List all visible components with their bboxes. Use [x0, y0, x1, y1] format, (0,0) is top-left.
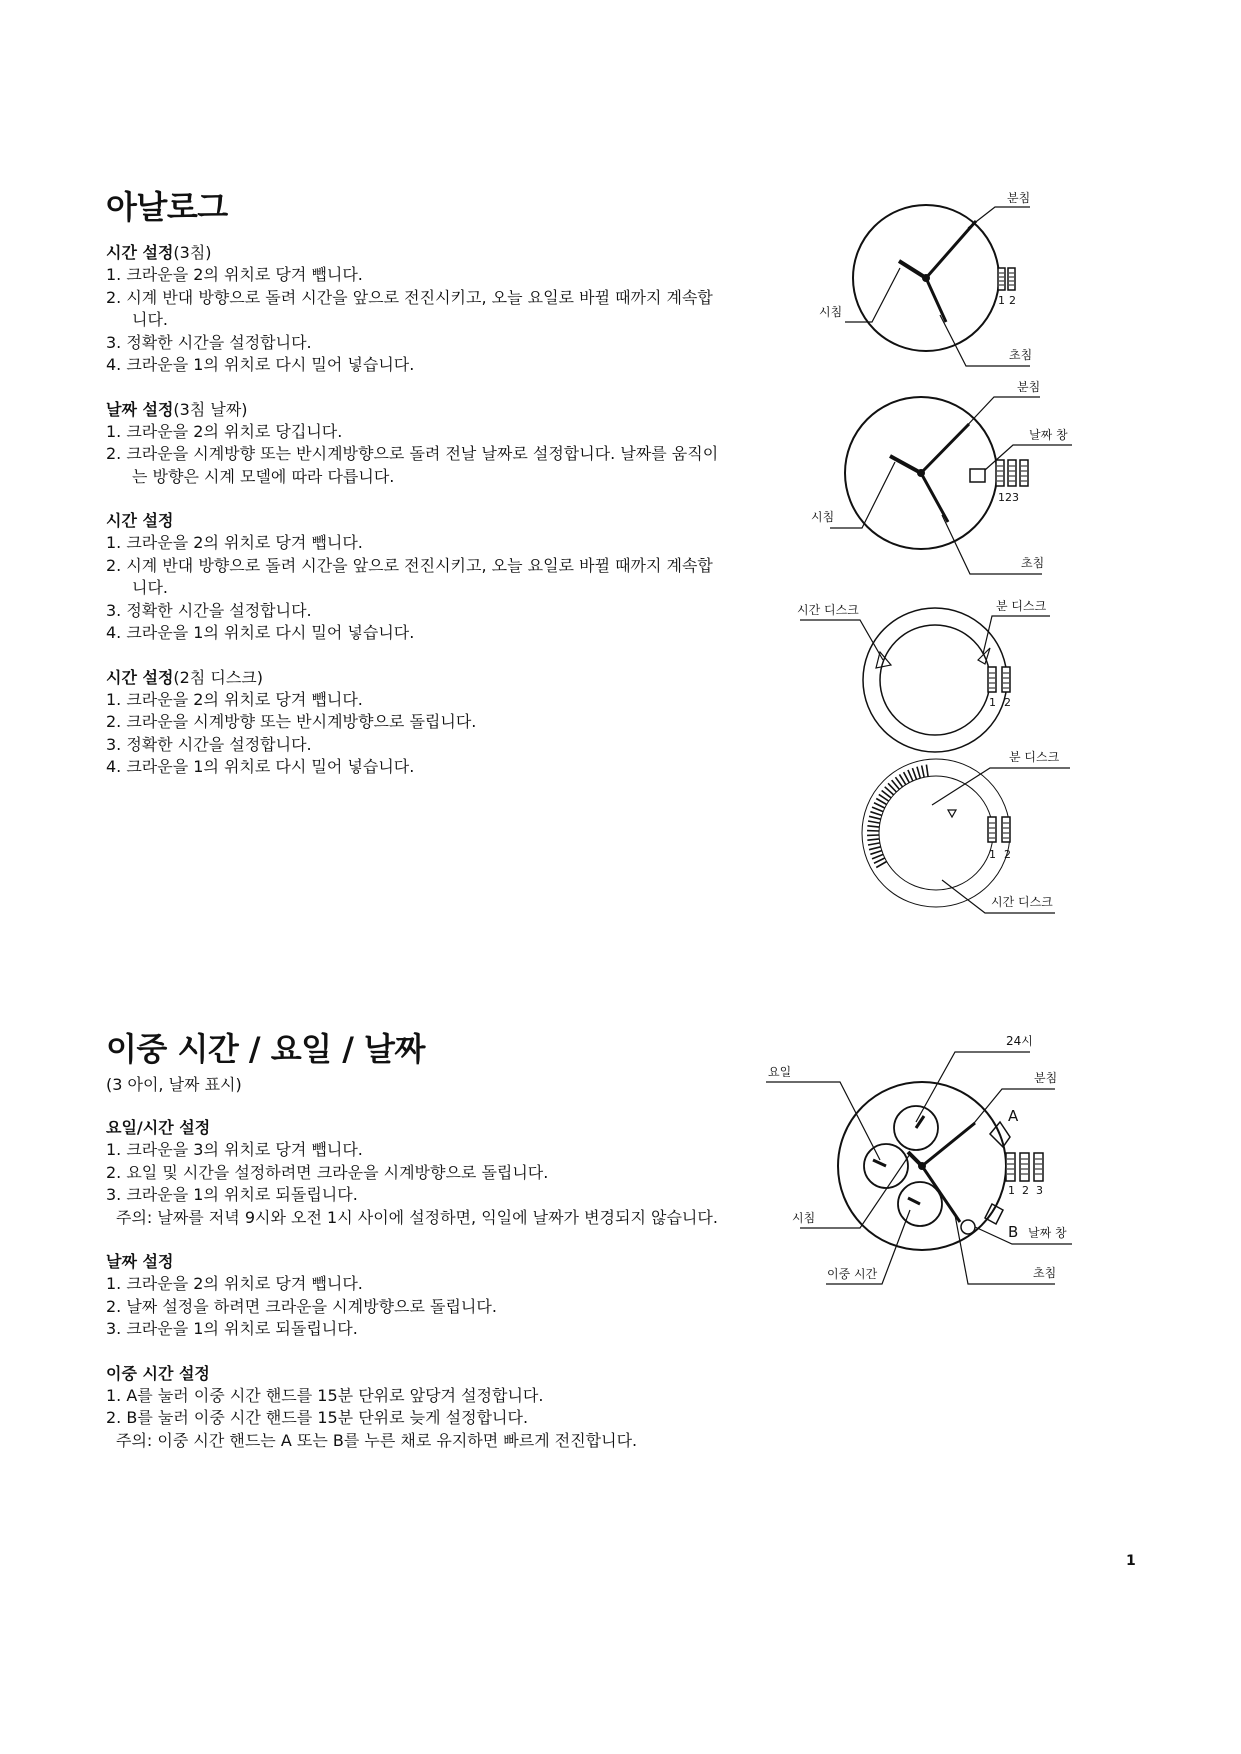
- step-item: 4. 크라운을 1의 위치로 다시 밀어 넣습니다.: [106, 757, 415, 776]
- block-title: 시간 설정: [106, 511, 174, 530]
- disc-tick: [926, 765, 928, 777]
- step-item: 4. 크라운을 1의 위치로 다시 밀어 넣습니다.: [106, 623, 415, 642]
- hour-hand: [899, 261, 926, 278]
- diagram-dual-time: [766, 1034, 1072, 1284]
- label-date-window: 날짜 창: [1028, 1226, 1067, 1240]
- step-item: 1. 크라운을 2의 위치로 당겨 뺍니다.: [106, 533, 363, 552]
- disc-tick: [870, 851, 881, 855]
- label-minute-hand: 분침: [1017, 380, 1041, 394]
- step-item: 3. 크라운을 1의 위치로 되돌립니다.: [106, 1319, 358, 1338]
- label-hour-hand: 시침: [819, 305, 843, 319]
- step-item: 3. 정확한 시간을 설정합니다.: [106, 600, 312, 620]
- section-title: 아날로그: [106, 188, 228, 226]
- crown-pos-2: 2: [1004, 696, 1011, 709]
- crown-pos-1: 1: [1008, 1184, 1015, 1197]
- crown-pos-1: 1: [998, 294, 1005, 307]
- disc-tick: [872, 807, 883, 811]
- button-b: [985, 1204, 1003, 1224]
- step-item: 2. 요일 및 시간을 설정하려면 크라운을 시계방향으로 돌립니다.: [106, 1162, 549, 1182]
- inner-disc: [879, 776, 993, 890]
- block-title: 시간 설정(2침 디스크): [106, 667, 263, 687]
- crown-icon: [996, 460, 1028, 486]
- minute-hand: [926, 221, 976, 278]
- crown-pos-2: 2: [1004, 848, 1011, 861]
- minute-hand: [921, 424, 969, 473]
- crown-pos-1: 1: [989, 696, 996, 709]
- step-item: 1. A를 눌러 이중 시간 핸드를 15분 단위로 앞당겨 설정합니다.: [106, 1385, 544, 1405]
- label-dual-time: 이중 시간: [827, 1267, 878, 1281]
- disc-tick-marks: [867, 765, 928, 868]
- step-item: 2. 크라운을 시계방향 또는 반시계방향으로 돌립니다.: [106, 712, 477, 731]
- step-item: 2. 크라운을 시계방향 또는 반시계방향으로 돌려 전날 날짜로 설정합니다. 날짜를 움직이는 방향은 시계 모델에 따라 다릅니다.: [106, 444, 719, 486]
- label-hour-disc: 시간 디스크: [991, 895, 1053, 909]
- disc-tick: [869, 847, 881, 850]
- disc-tick: [876, 862, 886, 868]
- block-title: 시간 설정(3침): [106, 243, 212, 262]
- step-item: 2. B를 눌러 이중 시간 핸드를 15분 단위로 늦게 설정합니다.: [106, 1408, 529, 1427]
- disc-tick: [872, 854, 883, 858]
- crown-pos-3: 3: [1036, 1184, 1043, 1197]
- inner-disc: [880, 625, 990, 735]
- label-hour-hand: 시침: [811, 510, 835, 524]
- hand-pivot: [922, 274, 930, 282]
- label-hour-hand: 시침: [792, 1211, 816, 1225]
- diagram-disc-ticks: [862, 749, 1070, 913]
- label-second-hand: 초침: [1033, 1266, 1057, 1280]
- disc-tick: [868, 843, 880, 845]
- label-minute-disc: 분 디스크: [996, 599, 1047, 613]
- step-item: 1. 크라운을 2의 위치로 당깁니다.: [106, 421, 343, 441]
- disc-tick: [922, 766, 924, 778]
- crown-pos-2: 2: [1022, 1184, 1029, 1197]
- note: 주의: 이중 시간 핸드는 A 또는 B를 누른 채로 유지하면 빠르게 전진합니다.: [116, 1430, 638, 1450]
- label-second-hand: 초침: [1021, 556, 1045, 570]
- label-minute-disc: 분 디스크: [1009, 750, 1060, 764]
- disc-tick: [870, 812, 881, 816]
- crown-icon: [998, 268, 1015, 290]
- disc-tick: [912, 768, 916, 779]
- second-hand: [921, 473, 948, 522]
- disc-tick: [874, 803, 885, 808]
- disc-tick: [874, 858, 885, 863]
- step-item: 2. 날짜 설정을 하려면 크라운을 시계방향으로 돌립니다.: [106, 1296, 497, 1316]
- diagram-3-hands: [819, 190, 1032, 366]
- label-weekday: 요일: [768, 1065, 792, 1079]
- hand-pivot: [917, 469, 925, 477]
- page-number: 1: [1126, 1553, 1136, 1569]
- step-item: 3. 크라운을 1의 위치로 되돌립니다.: [106, 1185, 358, 1204]
- step-item: 4. 크라운을 1의 위치로 다시 밀어 넣습니다.: [106, 355, 415, 374]
- label-24h: 24시: [1006, 1034, 1033, 1048]
- disc-tick: [867, 826, 879, 827]
- label-date-window: 날짜 창: [1029, 428, 1068, 442]
- block-title: 이중 시간 설정: [106, 1363, 210, 1383]
- label-button-a: A: [1008, 1107, 1019, 1125]
- outer-disc: [863, 608, 1007, 752]
- disc-tick: [869, 816, 881, 819]
- label-button-b: B: [1008, 1223, 1019, 1241]
- crown-pos-1: 1: [989, 848, 996, 861]
- step-item: 1. 크라운을 2의 위치로 당겨 뺍니다.: [106, 1274, 363, 1293]
- diagram-3-hands-date: [811, 379, 1072, 574]
- crown-icon: [988, 817, 1010, 842]
- second-hand: [926, 278, 946, 322]
- label-second-hand: 초침: [1009, 348, 1033, 362]
- step-item: 2. 시계 반대 방향으로 돌려 시간을 앞으로 전진시키고, 오늘 요일로 바뀔 때까지 계속합니다.: [106, 287, 713, 329]
- label-minute-hand: 분침: [1007, 191, 1031, 205]
- block-title: 날짜 설정(3침 날짜): [106, 399, 248, 419]
- section-subtitle: (3 아이, 날짜 표시): [106, 1075, 242, 1094]
- hour-hand: [890, 456, 921, 473]
- date-window: [970, 469, 985, 482]
- step-item: 1. 크라운을 2의 위치로 당겨 뺍니다.: [106, 689, 363, 709]
- crown-positions: 123: [998, 491, 1019, 504]
- hand-pivot: [918, 1162, 926, 1170]
- date-window: [961, 1220, 975, 1234]
- label-hour-disc: 시간 디스크: [797, 603, 859, 617]
- second-hand: [922, 1166, 960, 1222]
- block-title: 날짜 설정: [106, 1252, 174, 1271]
- step-item: 2. 시계 반대 방향으로 돌려 시간을 앞으로 전진시키고, 오늘 요일로 바뀔 때까지 계속합니다.: [106, 555, 713, 597]
- block-title: 요일/시간 설정: [106, 1118, 211, 1137]
- disc-tick: [917, 767, 920, 779]
- diagram-disc: [797, 598, 1050, 752]
- label-minute-hand: 분침: [1034, 1071, 1058, 1085]
- crown-pos-2: 2: [1009, 294, 1016, 307]
- crown-icon: [1006, 1153, 1043, 1181]
- step-item: 1. 크라운을 2의 위치로 당겨 뺍니다.: [106, 265, 363, 284]
- disc-tick: [867, 839, 879, 840]
- step-item: 3. 정확한 시간을 설정합니다.: [106, 332, 312, 352]
- step-item: 1. 크라운을 3의 위치로 당겨 뺍니다.: [106, 1140, 363, 1159]
- disc-tick: [908, 770, 913, 781]
- section-title: 이중 시간 / 요일 / 날짜: [106, 1030, 425, 1068]
- minute-marker: [948, 810, 956, 817]
- crown-icon: [988, 667, 1010, 692]
- step-item: 3. 정확한 시간을 설정합니다.: [106, 734, 312, 754]
- disc-tick: [868, 821, 880, 823]
- note: 주의: 날짜를 저녁 9시와 오전 1시 사이에 설정하면, 익일에 날짜가 변경되지 않습니다.: [116, 1207, 718, 1227]
